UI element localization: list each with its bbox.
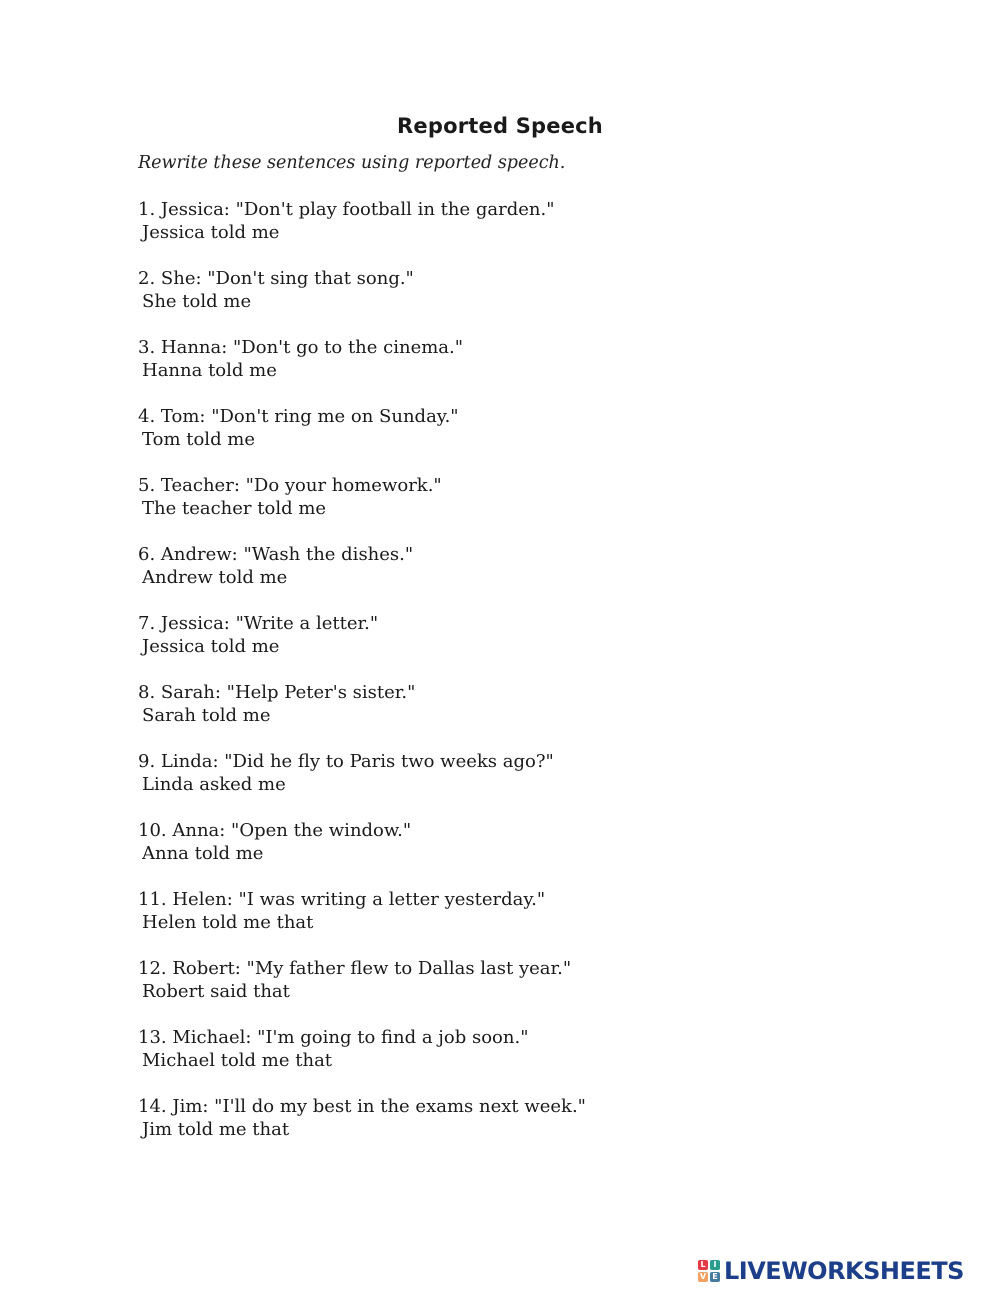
exercise-item-5	[138, 474, 898, 543]
page-title: Reported Speech	[397, 114, 603, 138]
exercise-prompt: 14. Jim: "I'll do my best in the exams next week."	[138, 1096, 586, 1117]
exercise-item-4	[138, 405, 898, 474]
answer-stem: Hanna told me	[142, 360, 277, 381]
exercise-prompt: 7. Jessica: "Write a letter."	[138, 613, 379, 634]
exercise-item-13	[138, 1026, 898, 1095]
exercise-prompt: 9. Linda: "Did he fly to Paris two weeks ago?"	[138, 751, 554, 772]
exercise-item-8	[138, 681, 898, 750]
answer-stem: Helen told me that	[142, 912, 314, 933]
exercise-prompt: 3. Hanna: "Don't go to the cinema."	[138, 337, 464, 358]
logo-mark-icon	[698, 1260, 720, 1282]
exercise-prompt: 2. She: "Don't sing that song."	[138, 268, 414, 289]
exercise-item-6	[138, 543, 898, 612]
exercise-item-14	[138, 1095, 898, 1164]
exercise-prompt: 8. Sarah: "Help Peter's sister."	[138, 682, 416, 703]
exercise-prompt: 1. Jessica: "Don't play football in the garden."	[138, 199, 555, 220]
answer-stem: Robert said that	[142, 981, 290, 1002]
answer-stem: She told me	[142, 291, 252, 312]
logo-mark-i: I	[710, 1260, 720, 1270]
answer-stem: The teacher told me	[142, 498, 327, 519]
logo-mark-l: L	[698, 1260, 708, 1270]
exercise-prompt: 6. Andrew: "Wash the dishes."	[138, 544, 414, 565]
exercise-prompt: 5. Teacher: "Do your homework."	[138, 475, 442, 496]
exercise-list	[138, 198, 898, 1164]
exercise-item-9	[138, 750, 898, 819]
exercise-prompt: 4. Tom: "Don't ring me on Sunday."	[138, 406, 459, 427]
exercise-item-12	[138, 957, 898, 1026]
logo-mark-v: V	[699, 1272, 707, 1281]
answer-stem: Jim told me that	[142, 1119, 290, 1140]
answer-stem: Linda asked me	[142, 774, 286, 795]
logo-text: LIVEWORKSHEETS	[724, 1257, 964, 1285]
liveworksheets-logo	[698, 1257, 964, 1285]
answer-stem: Jessica told me	[142, 222, 280, 243]
exercise-item-3	[138, 336, 898, 405]
answer-stem: Tom told me	[142, 429, 256, 450]
exercise-item-2	[138, 267, 898, 336]
logo-mark-e: E	[710, 1272, 720, 1282]
answer-stem: Jessica told me	[142, 636, 280, 657]
exercise-item-1	[138, 198, 898, 267]
answer-stem: Sarah told me	[142, 705, 271, 726]
exercise-item-7	[138, 612, 898, 681]
exercise-prompt: 12. Robert: "My father flew to Dallas last year."	[138, 958, 572, 979]
answer-stem: Anna told me	[142, 843, 264, 864]
exercise-prompt: 10. Anna: "Open the window."	[138, 820, 412, 841]
exercise-item-10	[138, 819, 898, 888]
answer-stem: Andrew told me	[142, 567, 288, 588]
exercise-prompt: 11. Helen: "I was writing a letter yesterday."	[138, 889, 546, 910]
instruction-text: Rewrite these sentences using reported speech.	[138, 153, 566, 173]
answer-stem: Michael told me that	[142, 1050, 333, 1071]
exercise-item-11	[138, 888, 898, 957]
exercise-prompt: 13. Michael: "I'm going to find a job soon."	[138, 1027, 529, 1048]
